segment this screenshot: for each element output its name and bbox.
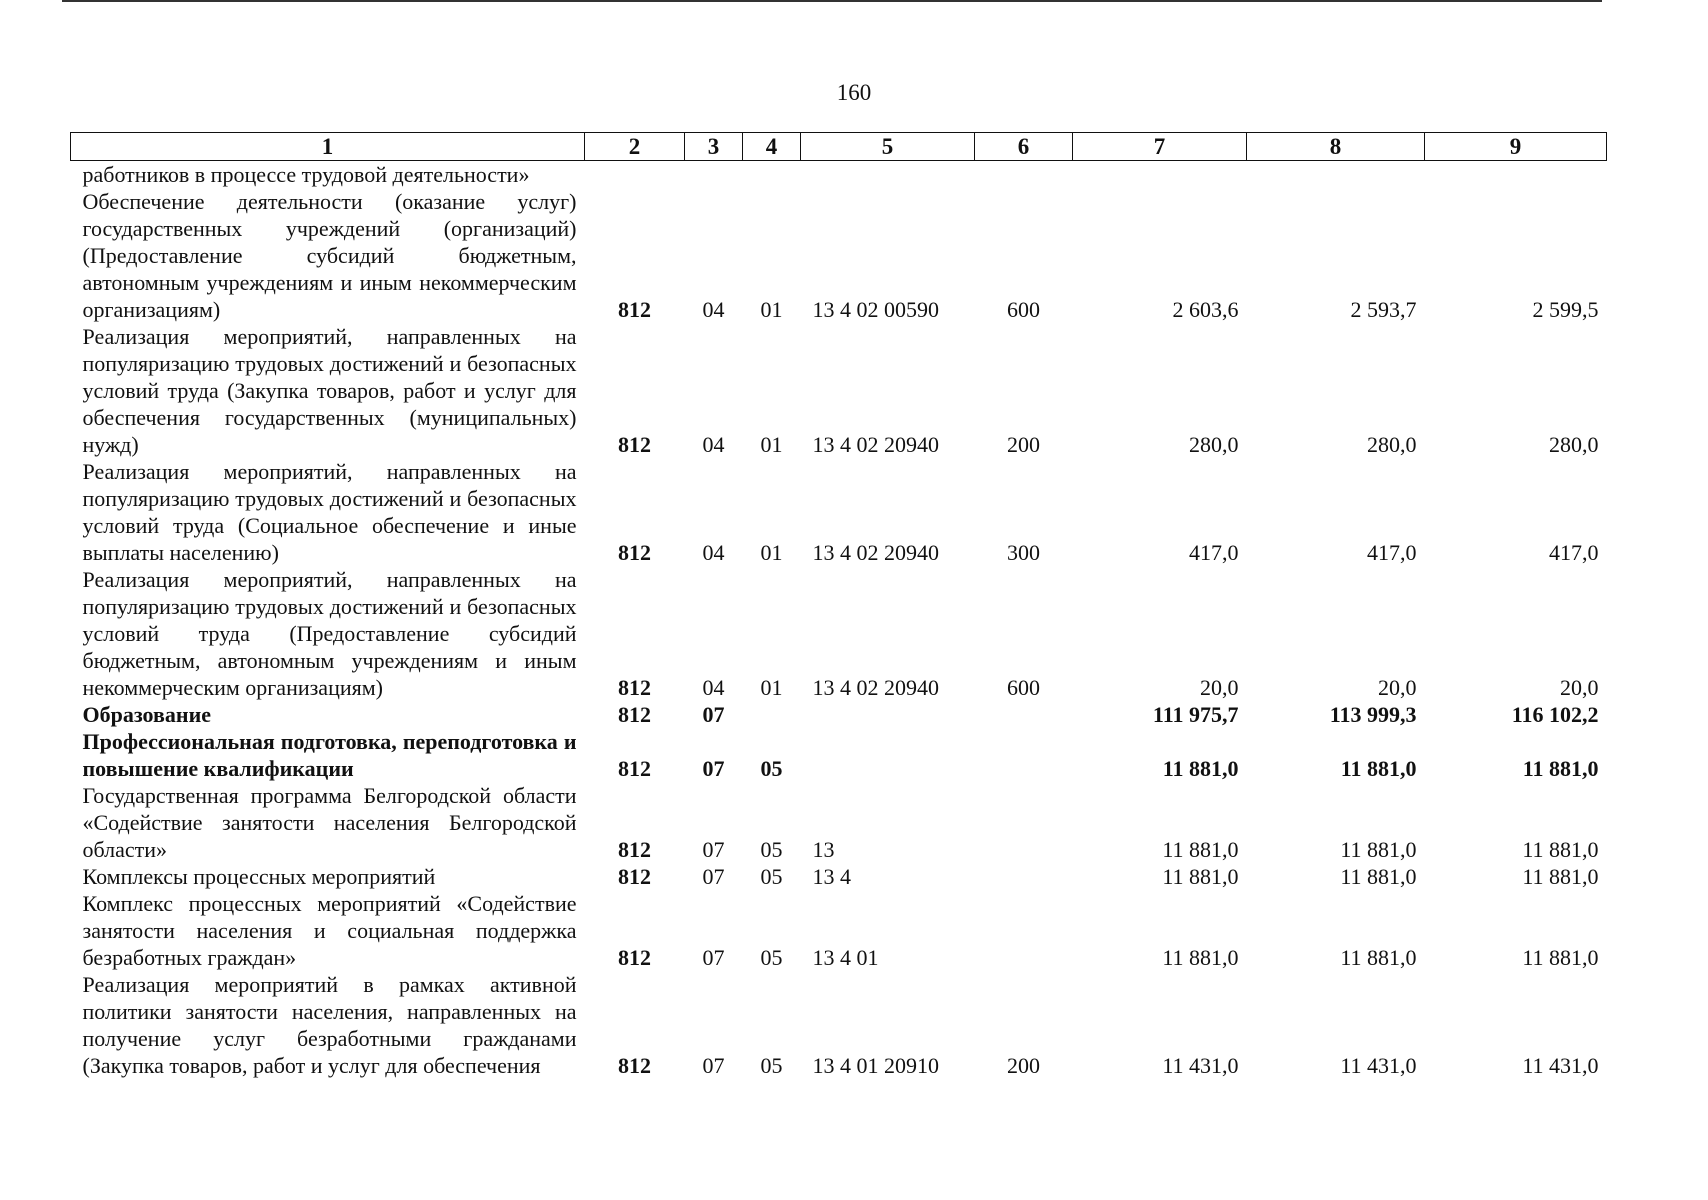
- table-body: [71, 161, 1607, 1080]
- table-row: [71, 728, 1607, 782]
- subsection-code: 05: [760, 945, 783, 970]
- table-row: [71, 701, 1607, 728]
- expense-type-code: 600: [1007, 675, 1040, 700]
- amount-year-3: 2 599,5: [1532, 297, 1599, 322]
- row-description: Обеспечение деятельности (оказание услуг) государственных учреждений (организаций) (Предоставление субсидий бюджетным, автономным учреждениям и иным некоммерческим организациям): [82, 189, 577, 322]
- column-header-5: 5: [801, 133, 975, 161]
- expense-type-code: [975, 863, 1073, 890]
- column-header-2: 2: [585, 133, 685, 161]
- amount-year-1: 11 431,0: [1162, 1053, 1239, 1078]
- section-code: 07: [702, 1053, 725, 1078]
- admin-code: 812: [618, 432, 651, 457]
- target-article-code: [801, 701, 975, 728]
- table-row: [71, 161, 1607, 189]
- page-number: 160: [836, 80, 872, 105]
- row-description: Реализация мероприятий, направленных на популяризацию трудовых достижений и безопасных условий труда (Социальное обеспечение и иные выплаты населению): [82, 459, 577, 565]
- row-description: Реализация мероприятий в рамках активной политики занятости населения, направленных на получение услуг безработными гражданами (Закупка товаров, работ и услуг для обеспечения: [82, 972, 577, 1078]
- column-header-8: 8: [1247, 133, 1425, 161]
- subsection-code: 01: [760, 540, 783, 565]
- row-description: Комплексы процессных мероприятий: [82, 864, 436, 889]
- target-article-code: 13 4 01: [812, 945, 879, 970]
- amount-year-2: 113 999,3: [1329, 702, 1417, 727]
- column-header-3: 3: [685, 133, 743, 161]
- admin-code: 812: [618, 297, 651, 322]
- column-header-4: 4: [743, 133, 801, 161]
- amount-year-3: 280,0: [1549, 432, 1599, 457]
- admin-code: 812: [618, 1053, 651, 1078]
- budget-table: [70, 132, 1607, 1079]
- amount-year-1: 111 975,7: [1152, 702, 1239, 727]
- table-row: [71, 323, 1607, 458]
- admin-code: 812: [618, 675, 651, 700]
- admin-code: 812: [618, 540, 651, 565]
- amount-year-3: 11 881,0: [1522, 945, 1599, 970]
- admin-code: 812: [618, 945, 651, 970]
- expense-type-code: 200: [1007, 1053, 1040, 1078]
- expense-type-code: 600: [1007, 297, 1040, 322]
- amount-year-2: 11 881,0: [1340, 945, 1417, 970]
- subsection-code: 01: [760, 297, 783, 322]
- target-article-code: 13 4 02 00590: [812, 297, 939, 322]
- target-article-code: 13 4 02 20940: [812, 675, 939, 700]
- admin-code: 812: [618, 864, 651, 889]
- amount-year-3: 11 431,0: [1522, 1053, 1599, 1078]
- table-row: [71, 782, 1607, 863]
- amount-year-3: 417,0: [1549, 540, 1599, 565]
- table-row: [71, 890, 1607, 971]
- section-code: 04: [702, 675, 725, 700]
- section-code: 07: [702, 945, 725, 970]
- top-rule: [62, 0, 1602, 2]
- section-code: 07: [702, 702, 725, 727]
- amount-year-2: 417,0: [1367, 540, 1417, 565]
- expense-type-code: 200: [1007, 432, 1040, 457]
- table-row: [71, 863, 1607, 890]
- target-article-code: 13: [812, 837, 835, 862]
- target-article-code: 13 4 01 20910: [812, 1053, 939, 1078]
- amount-year-3: 11 881,0: [1522, 756, 1599, 781]
- target-article-code: 13 4 02 20940: [812, 540, 939, 565]
- target-article-code: 13 4: [812, 864, 851, 889]
- amount-year-1: 2 603,6: [1172, 297, 1239, 322]
- amount-year-2: 2 593,7: [1350, 297, 1417, 322]
- row-description: Профессиональная подготовка, переподготовка и повышение квалификации: [82, 729, 577, 781]
- section-code: [685, 161, 743, 189]
- column-header-6: 6: [975, 133, 1073, 161]
- section-code: 04: [702, 297, 725, 322]
- amount-year-3: 116 102,2: [1511, 702, 1599, 727]
- amount-year-3: [1425, 161, 1607, 189]
- amount-year-2: 11 881,0: [1340, 837, 1417, 862]
- column-header-1: 1: [71, 133, 585, 161]
- row-description: Реализация мероприятий, направленных на популяризацию трудовых достижений и безопасных условий труда (Закупка товаров, работ и услуг для обеспечения государственных (муниципальных) нужд): [82, 324, 577, 457]
- section-code: 07: [702, 837, 725, 862]
- subsection-code: 05: [760, 837, 783, 862]
- table-row: [71, 971, 1607, 1079]
- row-description: Реализация мероприятий, направленных на популяризацию трудовых достижений и безопасных условий труда (Предоставление субсидий бюджетным, автономным учреждениям и иным некоммерческим организациям): [82, 567, 577, 700]
- row-description: работников в процессе трудовой деятельности»: [82, 162, 530, 187]
- expense-type-code: [975, 701, 1073, 728]
- budget-table-container: [70, 132, 1606, 1079]
- amount-year-1: 11 881,0: [1162, 756, 1239, 781]
- admin-code: 812: [618, 837, 651, 862]
- amount-year-2: 20,0: [1378, 675, 1417, 700]
- target-article-code: 13 4 02 20940: [812, 432, 939, 457]
- section-code: 07: [702, 864, 725, 889]
- expense-type-code: [975, 890, 1073, 971]
- admin-code: 812: [618, 756, 651, 781]
- table-row: [71, 566, 1607, 701]
- amount-year-1: 11 881,0: [1162, 837, 1239, 862]
- target-article-code: [801, 161, 975, 189]
- row-description: Комплекс процессных мероприятий «Содействие занятости населения и социальная поддержка безработных граждан»: [82, 891, 577, 970]
- amount-year-2: [1247, 161, 1425, 189]
- amount-year-3: 11 881,0: [1522, 864, 1599, 889]
- subsection-code: 05: [760, 756, 783, 781]
- amount-year-1: 11 881,0: [1162, 945, 1239, 970]
- amount-year-1: 417,0: [1189, 540, 1239, 565]
- table-header: [71, 133, 1607, 161]
- column-header-9: 9: [1425, 133, 1607, 161]
- subsection-code: [743, 701, 801, 728]
- header-row: [71, 133, 1607, 161]
- table-row: [71, 188, 1607, 323]
- amount-year-2: 11 431,0: [1340, 1053, 1417, 1078]
- section-code: 04: [702, 432, 725, 457]
- amount-year-1: 11 881,0: [1162, 864, 1239, 889]
- target-article-code: [801, 728, 975, 782]
- expense-type-code: 300: [1007, 540, 1040, 565]
- amount-year-1: [1073, 161, 1247, 189]
- expense-type-code: [975, 161, 1073, 189]
- expense-type-code: [975, 782, 1073, 863]
- subsection-code: [743, 161, 801, 189]
- amount-year-3: 20,0: [1560, 675, 1599, 700]
- subsection-code: 05: [760, 864, 783, 889]
- amount-year-1: 20,0: [1200, 675, 1239, 700]
- section-code: 07: [702, 756, 725, 781]
- subsection-code: 05: [760, 1053, 783, 1078]
- amount-year-2: 11 881,0: [1340, 756, 1417, 781]
- amount-year-1: 280,0: [1189, 432, 1239, 457]
- amount-year-2: 11 881,0: [1340, 864, 1417, 889]
- subsection-code: 01: [760, 432, 783, 457]
- amount-year-3: 11 881,0: [1522, 837, 1599, 862]
- section-code: 04: [702, 540, 725, 565]
- admin-code: 812: [618, 702, 651, 727]
- subsection-code: 01: [760, 675, 783, 700]
- amount-year-2: 280,0: [1367, 432, 1417, 457]
- expense-type-code: [975, 728, 1073, 782]
- row-description: Образование: [82, 702, 212, 727]
- column-header-7: 7: [1073, 133, 1247, 161]
- row-description: Государственная программа Белгородской области «Содействие занятости населения Белгородской области»: [82, 783, 577, 862]
- table-row: [71, 458, 1607, 566]
- admin-code: [585, 161, 685, 189]
